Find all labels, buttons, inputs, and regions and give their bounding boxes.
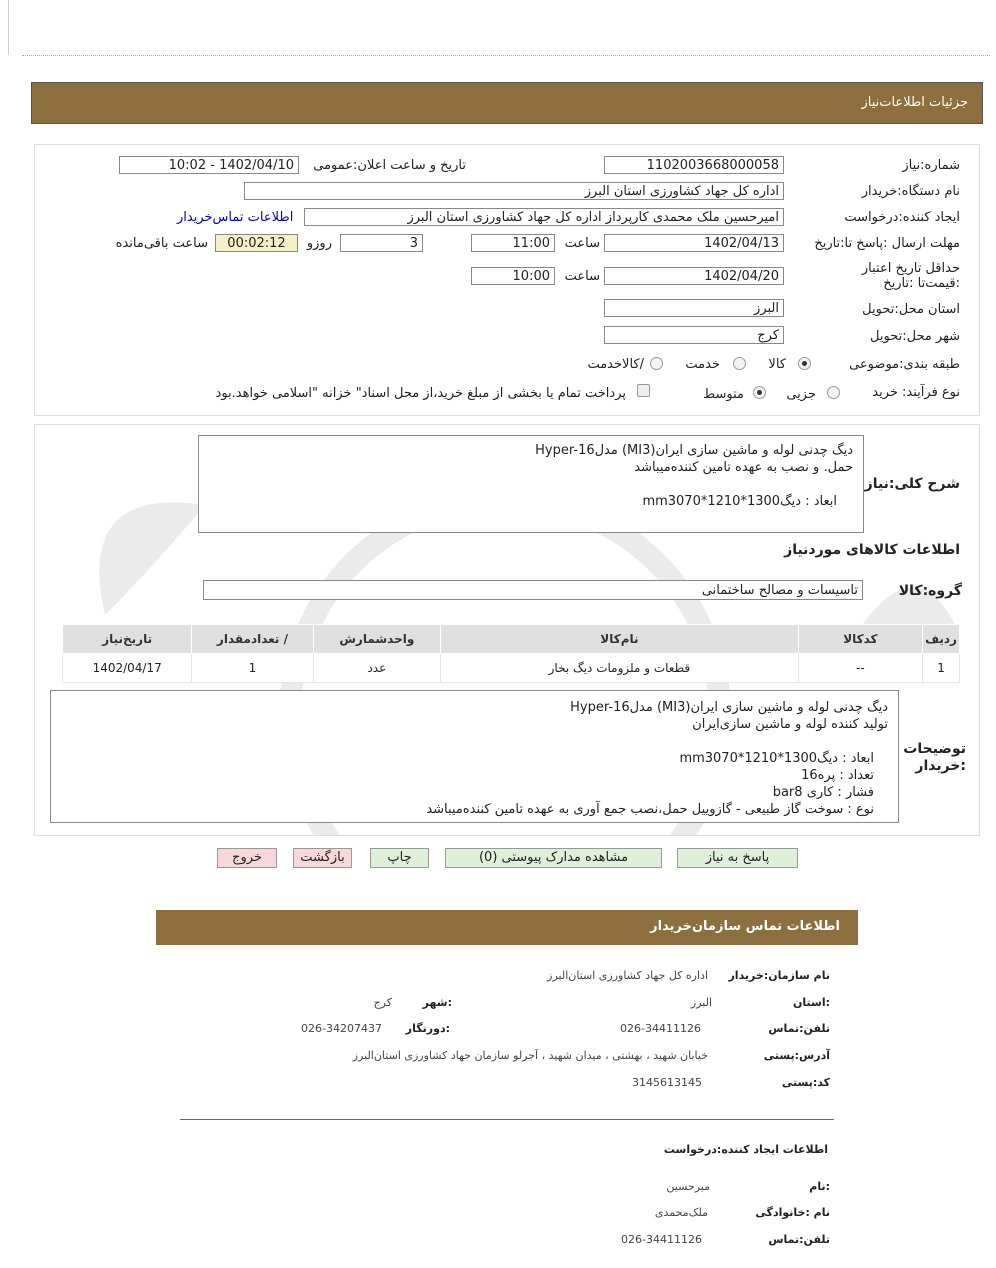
city-label: شهر محل:تحویل xyxy=(870,329,960,344)
remaining-label: ساعت باقی‌مانده xyxy=(115,236,208,251)
attachments-button[interactable]: مشاهده مدارک پیوستی (0) xyxy=(445,848,662,868)
validity-time-field: 10:00 xyxy=(471,267,555,285)
goods-group-field: تاسیسات و مصالح ساختمانی xyxy=(203,580,863,600)
contact-divider xyxy=(180,1119,834,1120)
cell-qty: 1 xyxy=(192,654,313,683)
buyer-notes-label: توضیحات :خریدار xyxy=(903,741,966,774)
cell-name: قطعات و ملزومات دیگ بخار xyxy=(441,654,799,683)
table-row xyxy=(63,654,960,683)
buyer-notes-box xyxy=(50,690,899,823)
category-label: طبقه بندی:موضوعی xyxy=(849,357,960,372)
contact-postal: 3145613145 xyxy=(632,1076,702,1089)
cell-code: -- xyxy=(798,654,922,683)
category-service-label: خدمت xyxy=(685,357,720,372)
creator-fname-label: :نام xyxy=(809,1180,830,1193)
summary-line: ابعاد : دیگ1300*1210*mm3070 xyxy=(642,494,837,509)
table-header-row xyxy=(63,625,960,654)
creator-lname-label: نام :خانوادگی xyxy=(755,1206,830,1219)
days-field: 3 xyxy=(340,234,423,252)
summary-box xyxy=(198,435,864,533)
notes-line: دیگ چدنی لوله و ماشین سازی ایران(MI3) مدلHyper-16 xyxy=(570,700,888,715)
exit-button[interactable]: خروج xyxy=(217,848,277,868)
notes-line xyxy=(61,733,888,750)
col-qty: / تعدادمقدار xyxy=(192,625,313,654)
notes-line: تعداد : پره16 xyxy=(801,768,874,783)
process-partial-label: جزیی xyxy=(786,387,816,402)
deadline-label: مهلت ارسال :پاسخ تا:تاریخ xyxy=(814,236,960,251)
contact-title: اطلاعات تماس سازمان‌خریدار xyxy=(650,919,840,934)
creator-lname: ملک‌محمدی xyxy=(654,1206,708,1219)
buyer-org-label: نام دستگاه:خریدار xyxy=(861,184,960,199)
process-label: نوع فرآیند: خرید xyxy=(872,385,960,400)
page-title: جزئیات اطلاعات‌نیاز xyxy=(861,95,968,110)
contact-phone: 026-34411126 xyxy=(620,1022,701,1035)
summary-line: حمل. و نصب به عهده تامین کننده‌میباشد xyxy=(634,460,853,475)
cell-row: 1 xyxy=(923,654,960,683)
contact-province: البرز xyxy=(690,996,712,1009)
top-divider xyxy=(22,55,990,56)
city-field: کرج xyxy=(604,326,784,344)
deadline-date-field: 1402/04/13 xyxy=(604,234,784,252)
need-number-label: شماره:نیاز xyxy=(902,158,960,173)
deadline-time-field: 11:00 xyxy=(471,234,555,252)
payment-note: پرداخت تمام یا بخشی از مبلغ خرید،از محل اسناد" خزانه "اسلامی خواهد.بود xyxy=(215,386,626,401)
buyer-contact-link[interactable]: اطلاعات تماس‌خریدار xyxy=(177,210,294,225)
remaining-time: 00:02:12 xyxy=(215,234,298,252)
col-date: تاریخ‌نیاز xyxy=(63,625,192,654)
contact-org: اداره کل جهاد کشاورزی استان‌البرز xyxy=(547,969,708,982)
contact-phone-label: تلفن:تماس xyxy=(768,1022,830,1035)
category-goods-radio[interactable] xyxy=(798,357,811,370)
process-medium-label: متوسط xyxy=(703,387,744,402)
goods-section-title: اطلاعات کالاهای موردنیاز xyxy=(784,542,960,558)
creator-field: امیرحسین ملک محمدی کارپرداز اداره کل جهاد کشاورزی استان البرز xyxy=(304,208,784,226)
validity-time-label: ساعت xyxy=(564,269,600,284)
category-goods-service-radio[interactable] xyxy=(650,357,663,370)
contact-fax-label: :دورنگار xyxy=(405,1022,450,1035)
creator-label: ایجاد کننده:درخواست xyxy=(844,210,960,225)
contact-address: خیابان شهید ، بهشتی ، میدان شهید ، آجرلو سازمان جهاد کشاورزی استان‌البرز xyxy=(352,1049,708,1062)
contact-city: کرج xyxy=(373,996,392,1009)
print-button[interactable]: چاپ xyxy=(370,848,429,868)
announce-field: 1402/04/10 - 10:02 xyxy=(119,156,299,174)
notes-line: تولید کننده لوله و ماشین سازی‌ایران xyxy=(692,717,888,732)
col-row: ردیف xyxy=(923,625,960,654)
summary-label: شرح کلی:نیاز xyxy=(864,476,960,492)
contact-city-label: :شهر xyxy=(422,996,452,1009)
days-label: روزو xyxy=(306,236,332,251)
province-field: البرز xyxy=(604,299,784,317)
contact-org-label: نام سازمان:خریدار xyxy=(728,969,830,982)
category-service-radio[interactable] xyxy=(733,357,746,370)
creator-info-title: اطلاعات ایجاد کننده:درخواست xyxy=(663,1143,828,1156)
col-name: نام‌کالا xyxy=(441,625,799,654)
summary-line xyxy=(209,476,853,493)
back-button[interactable]: بازگشت xyxy=(293,848,352,868)
col-unit: واحدشمارش xyxy=(313,625,441,654)
notes-line: ابعاد : دیگ1300*1210*mm3070 xyxy=(679,751,874,766)
reply-button[interactable]: پاسخ به نیاز xyxy=(677,848,798,868)
validity-label: حداقل تاریخ اعتبار :قیمت‌تا :تاریخ xyxy=(861,261,960,291)
cell-unit: عدد xyxy=(313,654,441,683)
province-label: استان محل:تحویل xyxy=(862,302,960,317)
notes-line: فشار : کاری bar8 xyxy=(772,785,874,800)
category-goods-service-label: /کالاخدمت xyxy=(587,357,644,372)
process-partial-radio[interactable] xyxy=(827,386,840,399)
need-number-field: 1102003668000058 xyxy=(604,156,784,174)
col-code: کدکالا xyxy=(798,625,922,654)
left-border xyxy=(8,0,9,55)
contact-fax: 026-34207437 xyxy=(301,1022,382,1035)
creator-phone: 026-34411126 xyxy=(621,1233,702,1246)
contact-address-label: آدرس:پستی xyxy=(763,1049,830,1062)
notes-line: نوع : سوخت گاز طبیعی - گازوییل حمل،نصب جمع آوری به عهده تامین کننده‌میباشد xyxy=(426,802,874,817)
validity-date-field: 1402/04/20 xyxy=(604,267,784,285)
goods-table xyxy=(62,624,960,683)
contact-postal-label: کد:پستی xyxy=(781,1076,830,1089)
category-goods-label: کالا xyxy=(768,357,786,372)
creator-fname: میرحسین xyxy=(666,1180,710,1193)
contact-province-label: :استان xyxy=(793,996,830,1009)
contact-header xyxy=(156,910,858,945)
payment-checkbox[interactable] xyxy=(637,384,650,397)
goods-group-label: گروه:کالا xyxy=(898,583,962,599)
creator-phone-label: تلفن:تماس xyxy=(768,1233,830,1246)
process-medium-radio[interactable] xyxy=(753,386,766,399)
announce-label: تاریخ و ساعت اعلان:عمومی xyxy=(313,158,466,173)
cell-date: 1402/04/17 xyxy=(63,654,192,683)
buyer-org-field: اداره کل جهاد کشاورزی استان البرز xyxy=(244,182,784,200)
page-header xyxy=(31,82,983,124)
summary-line: دیگ چدنی لوله و ماشین سازی ایران(MI3) مدلHyper-16 xyxy=(535,443,853,458)
deadline-time-label: ساعت xyxy=(564,236,600,251)
